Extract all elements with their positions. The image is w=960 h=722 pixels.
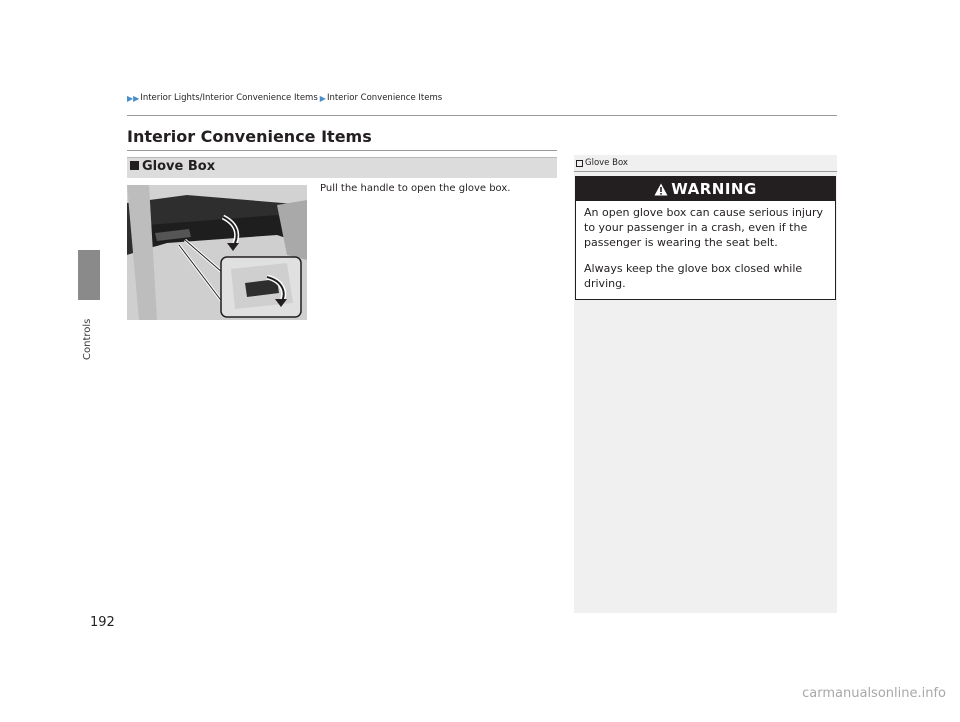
breadcrumb-item-1[interactable]: Interior Lights/Interior Convenience Items — [140, 93, 318, 103]
chapter-tab-label: Controls — [82, 318, 93, 360]
warning-label: WARNING — [671, 180, 757, 198]
warning-box — [575, 176, 836, 300]
glove-box-illustration — [127, 185, 307, 320]
section-title-rule — [127, 150, 557, 151]
sidebar-note-heading-text: Glove Box — [585, 158, 628, 168]
header-rule — [127, 115, 837, 116]
watermark: carmanualsonline.info — [802, 686, 946, 701]
subsection-title-text: Glove Box — [142, 159, 216, 174]
sidebar-note-rule — [574, 171, 837, 172]
warning-banner — [576, 177, 835, 201]
instruction-text: Pull the handle to open the glove box. — [320, 183, 511, 194]
square-bullet-icon — [130, 161, 139, 170]
chapter-tab — [78, 250, 100, 300]
warning-text-2: Always keep the glove box closed while driving. — [584, 262, 803, 290]
breadcrumb-item-2[interactable]: Interior Convenience Items — [326, 93, 443, 103]
subsection-title — [130, 159, 215, 174]
warning-text-1: An open glove box can cause serious injury to your passenger in a crash, even if the passenger is wearing the seat belt. — [584, 206, 823, 249]
reference-icon — [576, 160, 583, 167]
section-title: Interior Convenience Items — [127, 127, 372, 146]
warning-triangle-icon — [654, 183, 668, 196]
breadcrumb-arrow-icon: ▶▶ — [127, 93, 140, 103]
sidebar-note-heading — [576, 158, 628, 168]
breadcrumb-arrow-icon: ▶ — [319, 93, 326, 103]
breadcrumb — [127, 93, 442, 103]
page-number: 192 — [90, 615, 115, 630]
